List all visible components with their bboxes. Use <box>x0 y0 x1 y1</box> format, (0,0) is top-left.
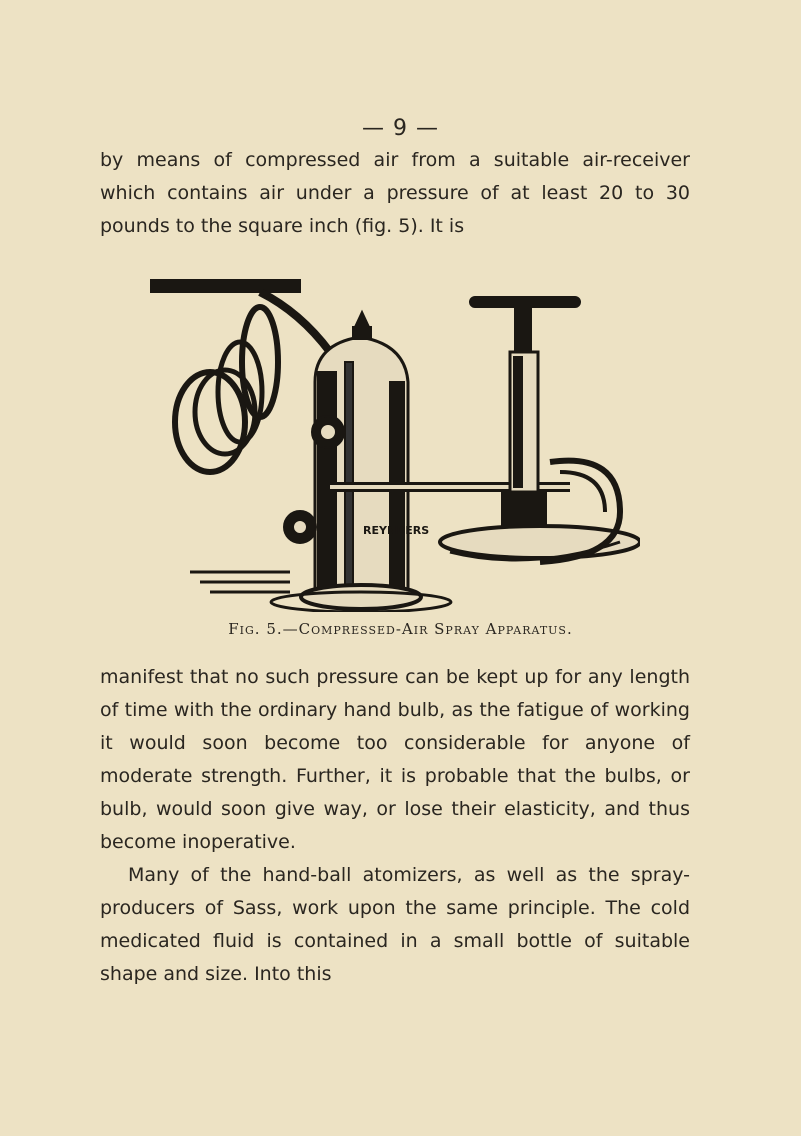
cylinder-inscription: REYNDERS <box>363 524 430 537</box>
spray-apparatus-illustration <box>150 272 640 612</box>
figure-caption <box>0 620 801 638</box>
nozzle-handle-icon <box>150 280 300 292</box>
figure-caption-text: —Compressed-Air Spray Apparatus. <box>282 620 573 638</box>
paragraph-bottom-2: Many of the hand-ball atomizers, as well as the spray-producers of Sass, work upon the same principle. The cold medicated fluid is contained in a small bottle of suitable shape and size. Into this <box>100 864 690 985</box>
paragraph-top-container <box>100 144 690 243</box>
page-number: — 9 — <box>362 116 439 141</box>
hand-pump-icon <box>440 297 640 560</box>
figure-caption-label: Fig. 5. <box>228 620 283 638</box>
paragraph-bottom-container <box>100 661 690 991</box>
paragraph-bottom-1: manifest that no such pressure can be kept up for any length of time with the ordinary hand bulb, as the fatigue of working it would soon become too considerable for anyone of moderate strength. Further, it is probable that the bulbs, or bulb, would soon give way, or lose their elasticity, and thus become inoperative. <box>100 666 690 853</box>
coiled-tube-icon <box>175 307 278 472</box>
air-receiver-cylinder-icon <box>271 312 451 612</box>
paragraph-top: by means of compressed air from a suitable air-receiver which contains air under a pressure of at least 20 to 30 pounds to the square inch (fig. 5). It is <box>100 149 690 237</box>
